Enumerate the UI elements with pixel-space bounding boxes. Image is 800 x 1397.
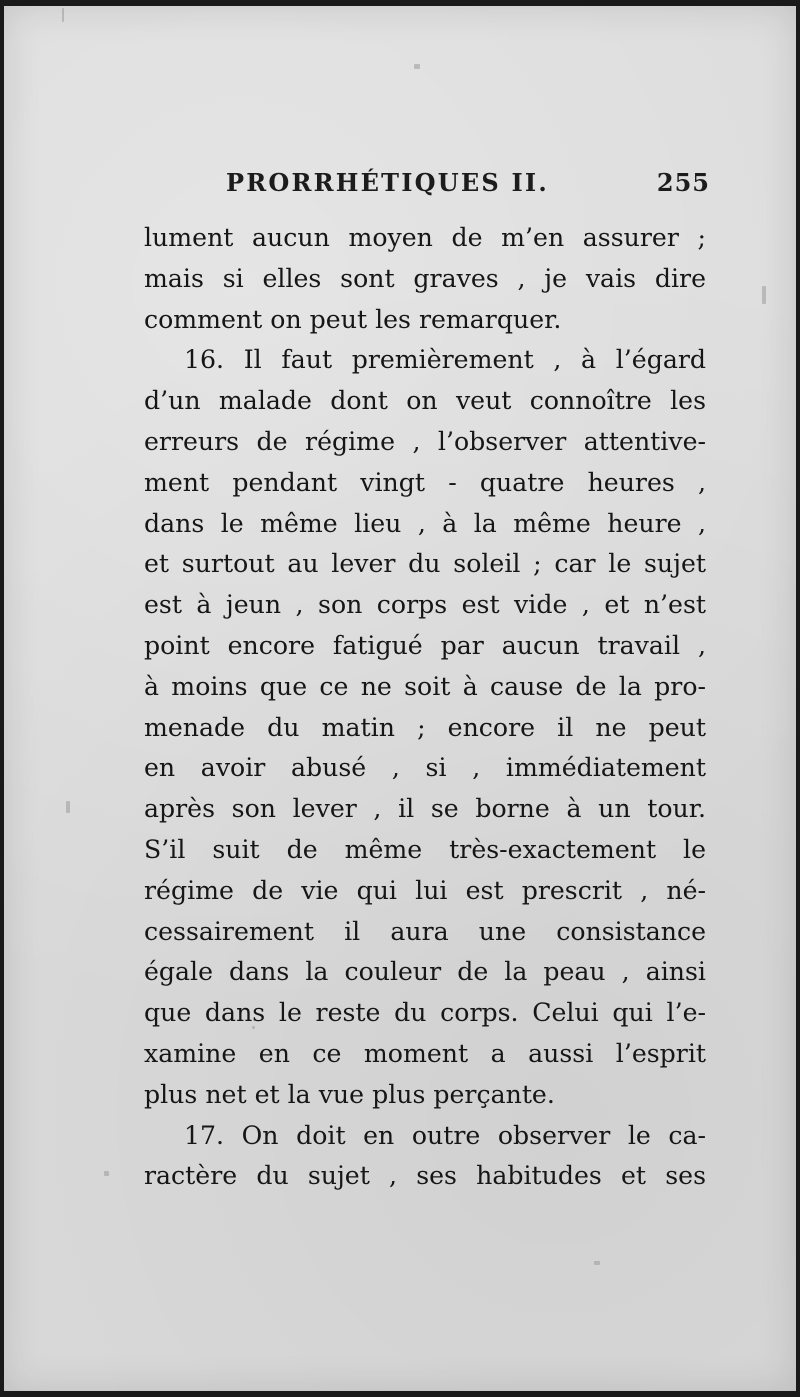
text-line: cessairement il aura une consistance [144,916,706,946]
page-header [226,168,710,208]
paper-fleck [414,64,420,69]
text-line: ment pendant vingt - quatre heures , [144,467,706,497]
text-line: 17. On doit en outre observer le ca- [184,1120,706,1150]
text-line: régime de vie qui lui est prescrit , né- [144,875,706,905]
text-line: plus net et la vue plus perçante. [144,1079,555,1109]
text-line: est à jeun , son corps est vide , et n’est [144,590,706,620]
text-line: 16. Il faut premièrement , à l’égard [184,345,706,375]
text-line: et surtout au lever du soleil ; car le sujet [144,549,706,579]
text-line: dans le même lieu , à la même heure , [144,508,706,538]
text-line: que dans le reste du corps. Celui qui l’e- [144,998,706,1028]
text-line: à moins que ce ne soit à cause de la pro- [144,671,706,701]
paper-fleck [66,801,70,813]
paper-fleck [62,8,64,22]
text-line: point encore fatigué par aucun travail , [144,630,706,660]
text-line: xamine en ce moment a aussi l’esprit [144,1038,706,1068]
text-line: comment on peut les remarquer. [144,304,562,334]
body-text [144,218,706,1197]
paper-fleck [762,286,766,304]
text-line: après son lever , il se borne à un tour. [144,794,706,824]
text-line: S’il suit de même très-exactement le [144,834,706,864]
text-line: lument aucun moyen de m’en assurer ; [144,223,706,252]
text-line: erreurs de régime , l’observer attentive- [144,426,706,456]
text-line: menade du matin ; encore il ne peut [144,712,706,742]
text-line: d’un malade dont on veut connoître les [144,386,706,416]
page-number: 255 [656,168,710,197]
paper-fleck [594,1261,600,1265]
paper-fleck [104,1171,109,1176]
running-head: PRORRHÉTIQUES II. [226,168,549,197]
text-line: égale dans la couleur de la peau , ainsi [144,957,706,987]
text-line: en avoir abusé , si , immédiatement [144,753,706,783]
text-line: mais si elles sont graves , je vais dire [144,263,706,293]
text-line: ractère du sujet , ses habitudes et ses [144,1161,706,1191]
